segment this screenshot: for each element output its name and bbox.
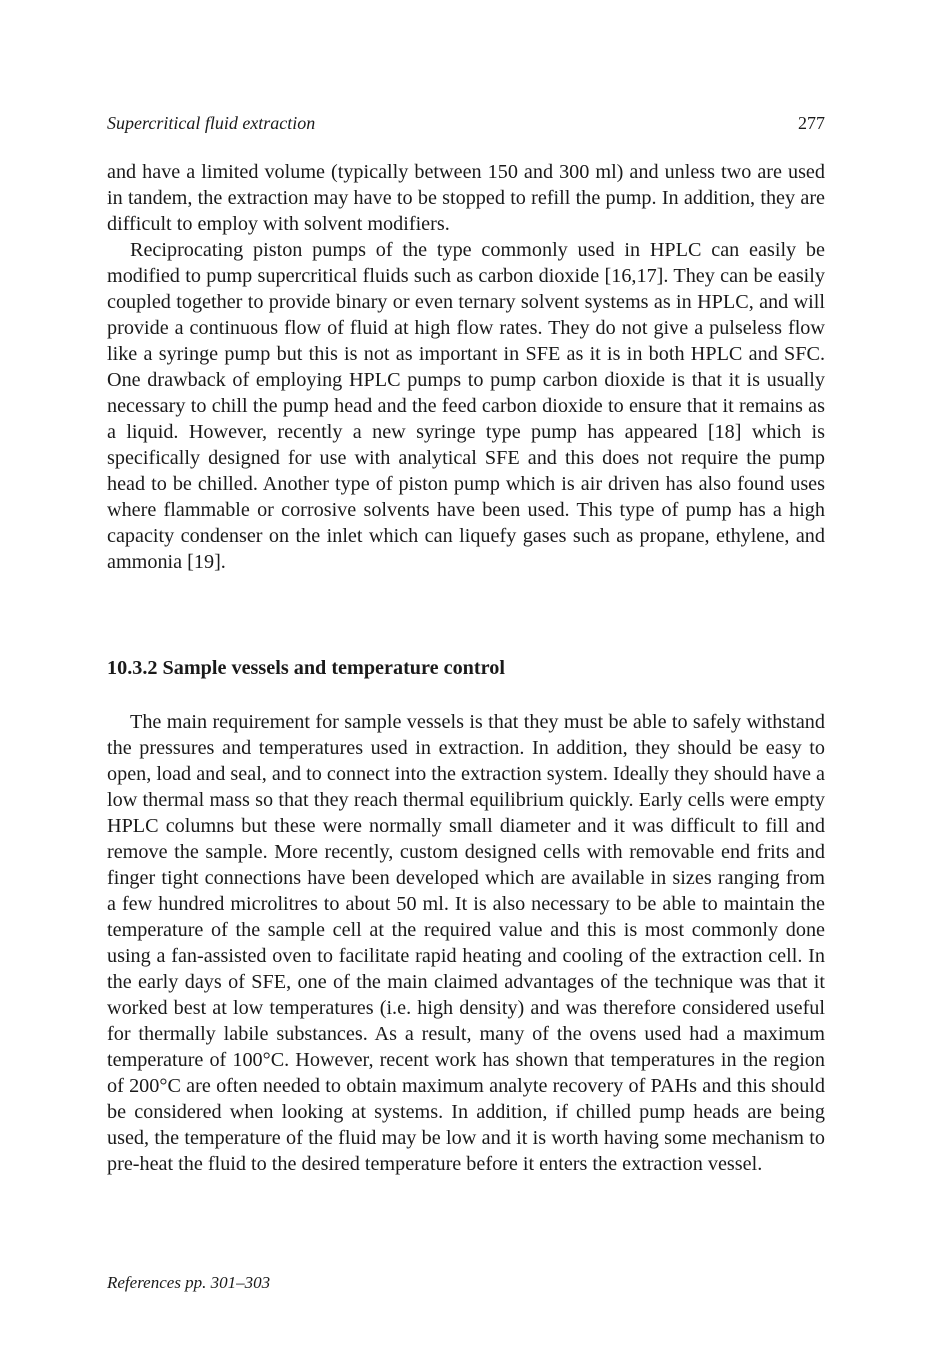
running-title: Supercritical fluid extraction [107,113,316,133]
book-page [107,0,825,1368]
section-heading: 10.3.2 Sample vessels and temperature control [107,657,505,679]
references-footnote: References pp. 301–303 [107,1273,271,1292]
paragraph-sample-vessels: The main requirement for sample vessels is that they must be able to safely withstand the pressures and temperatures used in extraction. In addition, they should be easy to open, load and seal, and to connect into the extraction system. Ideally they should have a low thermal mass so that they reach thermal equilibrium quickly. Early cells were empty HPLC columns but these were normally small diameter and it was difficult to fill and remove the sample. More recently, custom designed cells with removable end frits and finger tight connections have been developed which are available in sizes ranging from a few hundred microlitres to about 50 ml. It is also necessary to be able to maintain the temperature of the sample cell at the required value and this is most commonly done using a fan-assisted oven to facilitate rapid heating and cooling of the extraction cell. In the early days of SFE, one of the main claimed advantages of the technique was that it worked best at low temperatures (i.e. high density) and was therefore considered useful for thermally labile substances. As a result, many of the ovens used had a maximum temperature of 100°C. However, recent work has shown that temperatures in the region of 200°C are often needed to obtain maximum analyte recovery of PAHs and this should be considered when looking at systems. In addition, if chilled pump heads are being used, the temperature of the fluid may be low and it is worth having some mechanism to pre-heat the fluid to the desired temperature before it enters the extraction vessel. [107,711,825,1175]
paragraph-continued: and have a limited volume (typically between 150 and 300 ml) and unless two are used in tandem, the extraction may have to be stopped to refill the pump. In addition, they are difficult to employ with solvent modifiers. [107,161,825,235]
section-body-text [107,709,825,1177]
page-number: 277 [798,113,825,133]
paragraph-piston-pumps: Reciprocating piston pumps of the type commonly used in HPLC can easily be modified to pump supercritical fluids such as carbon dioxide [16,17]. They can be easily coupled together to provide binary or even ternary solvent systems as in HPLC, and will provide a continuous flow of fluid at high flow rates. They do not give a pulseless flow like a syringe pump but this is not as important in SFE as it is in both HPLC and SFC. One drawback of employing HPLC pumps to pump carbon dioxide is that it is usually necessary to chill the pump head and the feed carbon dioxide to ensure that it remains as a liquid. However, recently a new syringe type pump has appeared [18] which is specifically designed for use with analytical SFE and this does not require the pump head to be chilled. Another type of piston pump which is air driven has also found uses where flammable or corrosive solvents have been used. This type of pump has a high capacity condenser on the inlet which can liquefy gases such as propane, ethylene, and ammonia [19]. [107,239,825,573]
running-header [107,111,825,135]
body-text-before-section [107,159,825,575]
